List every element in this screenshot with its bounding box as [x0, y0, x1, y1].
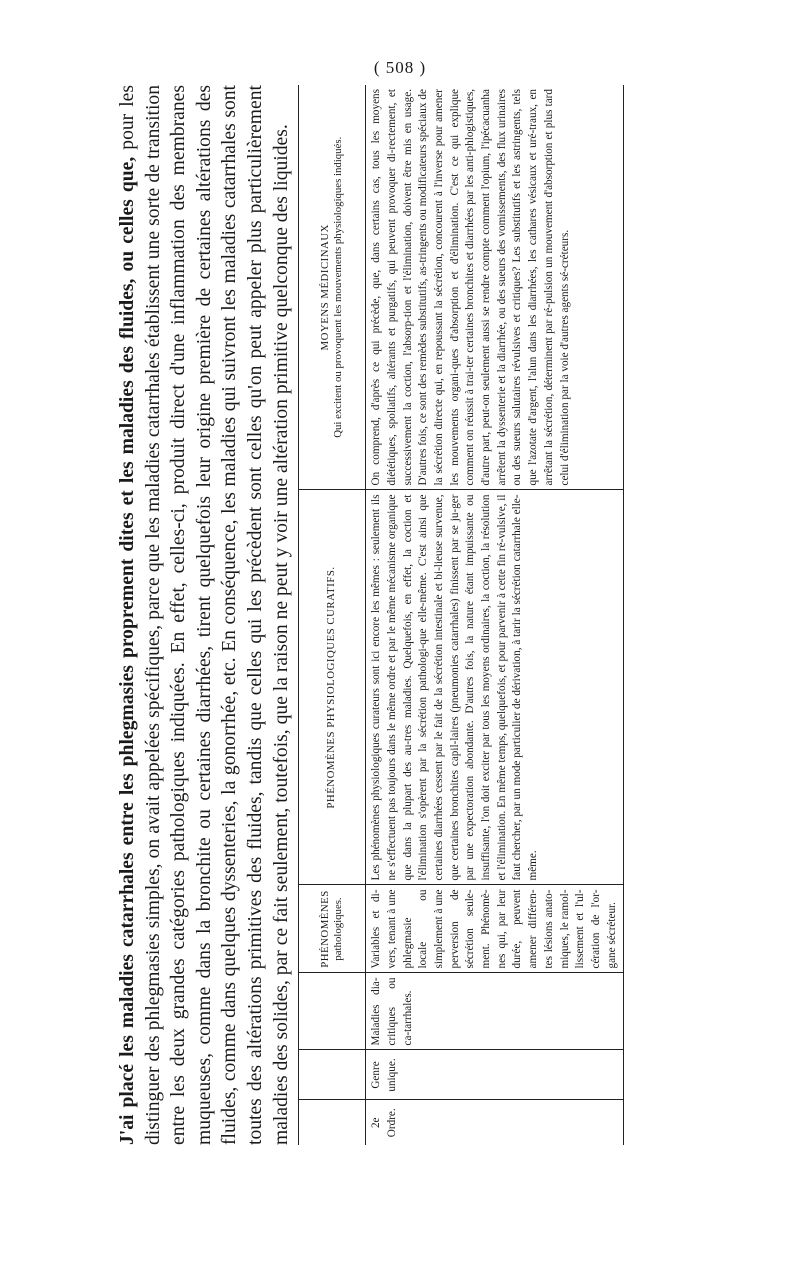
cell-moyens-medicinaux: On comprend, d'après ce qui précède, que, dans certains cas, tous les moyens diététiques, spoliatifs, altérants et purgatifs, qui peuvent provoquer di-rectement, et successivement la coction, l'absorp-tion et l'élimination, doivent être mis en usage. D'autres fois, ce sont des remèdes substitutifs, as-tringents ou modificateurs spéciaux de la sécrétion directe qui, en repoussant la sécrétion, concourent à l'inverse pour amener les mouvements organi-ques d'absorption et d'élimination. C'est ce qui explique comment on réussit à trai-ter certaines bronchites et diarrhées par les anti-phlogistiques, d'autre part, peut-on seulement aussi se rendre compte comment l'opium, l'ipécacuanha arrêtent la dyssenterie et la diarrhée, ou des sueurs des vomissements, des flux urinaires ou des sueurs salutaires révulsives et critiques? Les substitutifs et les astringents, tels que l'azotate d'argent, l'alun dans les diarrhées, les cathares vésicaux et uré-traux, en arrêtant la sécrétion, déterminent par ré-pulsion un mouvement d'absorption et plus tard celui d'élimination par la voie d'autres agents sé-créteurs.: [366, 85, 624, 490]
header-phenomenes-sub: pathologiques.: [332, 897, 345, 961]
page-number: ( 508 ): [373, 58, 427, 77]
table-header-row: [299, 85, 366, 1145]
cell-phenomenes-curatifs: Les phénomènes physiologiques curateurs sont ici encore les mêmes : seulement ils ne s'effectuent pas toujours dans le même ordre et par le même mécanisme organique que dans la plupart des au-tres maladies. Quelquefois, en effet, la coction et l'élimination s'opèrent par la sécrétion pathologi-que elle-même. C'est ainsi que certaines diarrhées cessent par le fait de la sécrétion intestinale et bi-lieuse survenue, que certaines bronchites capil-laires (pneumonies catarrhales) finissent par se ju-ger par une expectoration abondante. D'autres fois, la nature étant impuissante ou insuffisante, l'on doit exciter par tous les moyens ordinaires, la coction, la résolution et l'élimination. En même temps, quelquefois, et pour parvenir à cette fin ré-vulsive, il faut chercher, par un mode particulier de dérivation, à tarir la sécrétion catarrhale elle-même.: [366, 490, 624, 885]
header-phenomenes-label: PHÉNOMÈNES: [318, 890, 331, 968]
intro-paragraph: [115, 85, 294, 1145]
header-phenomenes-pathologiques: [299, 885, 366, 973]
cell-ordre: 2e Ordre.: [366, 1100, 624, 1145]
header-moyens-medicinaux: [299, 85, 366, 490]
rotated-page-body: [115, 85, 695, 1145]
header-curatifs-label: PHÉNOMÈNES PHYSIOLOGIQUES CURATIFS.: [325, 566, 338, 809]
cell-phenomenes-pathologiques: Variables et di-vers, tenant à une phlegmasie locale ou simplement à une perversion de sécrétion seule-ment. Phénomè-nes qui, par leur durée, peuvent amener différen-tes lésions anato-miques, le ramol-lissement et l'ul-cération de l'or-gane sécréteur.: [366, 885, 624, 973]
header-genre: [299, 1050, 366, 1100]
intro-body: pour les distinguer des phlegmasies simples, on avait appelées spécifiques, parce que les maladies catarrhales établissent une sorte de transition entre les deux grandes catégories pathologiques indiquées. En effet, celles-ci, produit direct d'une inflammation des membranes muqueuses, comme dans la bronchite ou certaines diarrhées, tirent quelquefois leur origine première de certaines altérations des fluides, comme dans quelques dyssenteries, la gonorrhée, etc. En conséquence, les maladies qui suivront les maladies catarrhales sont toutes des altérations primitives des fluides, tandis que celles qui les précèdent sont celles qu'on peut appeler plus particulièrement maladies des solides, par ce fait seulement, toutefois, que la raison ne peut y voir une altération primitive quelconque des liquides.: [117, 85, 292, 1145]
cell-maladies: Maladies dia-critiques ou ca-tarrhales.: [366, 973, 624, 1050]
header-moyens-sub: Qui excitent ou provoquent les mouvements physiologiques indiqués.: [332, 136, 345, 438]
header-moyens-label: MOYENS MÉDICINAUX: [318, 224, 331, 351]
header-maladies: [299, 973, 366, 1050]
table-row: [366, 85, 624, 1145]
classification-table: [298, 85, 624, 1145]
header-phenomenes-curatifs: [299, 490, 366, 885]
header-ordre: [299, 1100, 366, 1145]
intro-lead: J'ai placé les maladies catarrhales entre les phlegmasies proprement dites et les maladies des fluides, ou celles que,: [117, 156, 138, 1145]
cell-genre: Genre unique.: [366, 1050, 624, 1100]
